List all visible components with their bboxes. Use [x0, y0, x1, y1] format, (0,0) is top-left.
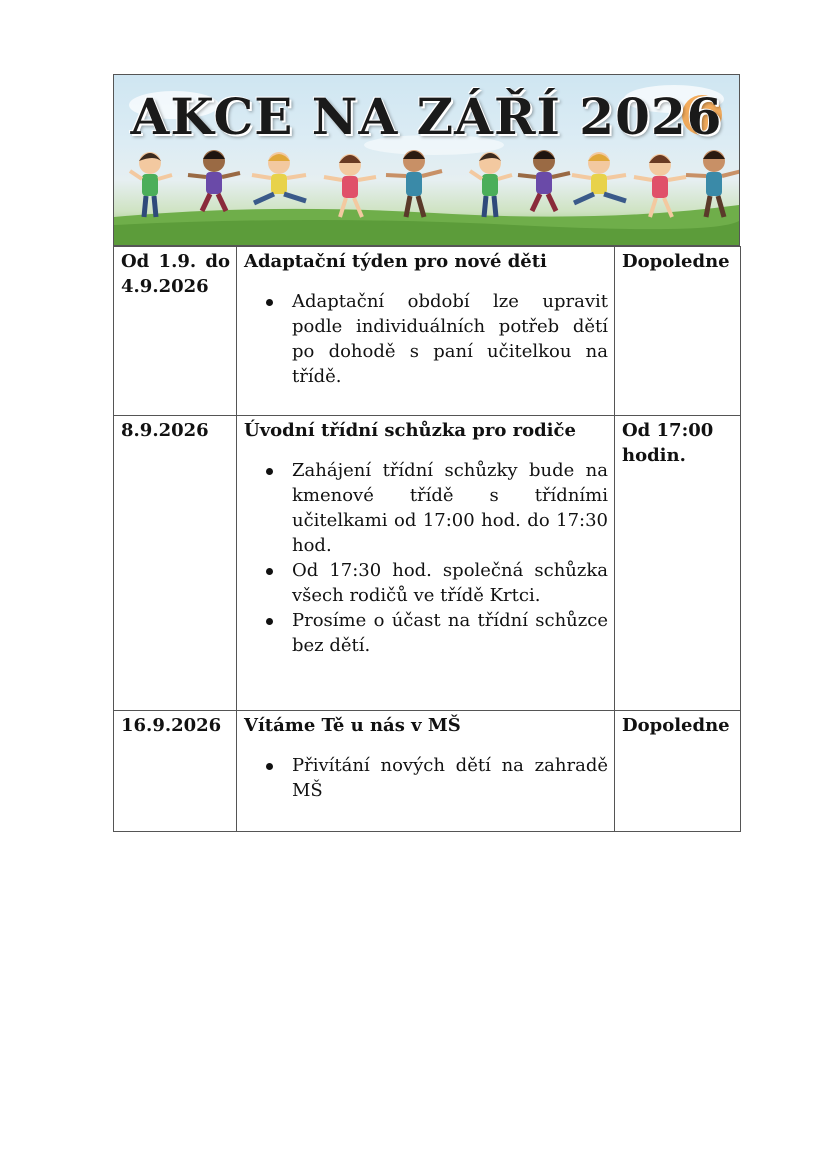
event-bullets: [244, 458, 608, 658]
event-row: [114, 247, 741, 416]
bullet-item: Zahájení třídní schůzky bude na kmenové třídě s třídními učitelkami od 17:00 hod. do 17:30 hod.: [292, 460, 608, 556]
event-description: [237, 247, 615, 416]
event-row: [114, 711, 741, 832]
event-title: Adaptační týden pro nové děti: [244, 251, 547, 272]
event-sheet: [113, 74, 740, 832]
event-bullets: [244, 753, 608, 803]
banner-title: AKCE NA ZÁŘÍ 2026: [130, 87, 723, 146]
events-table: [113, 246, 741, 832]
event-time: Od 17:00 hodin.: [615, 416, 741, 711]
event-time: Dopoledne: [615, 711, 741, 832]
event-bullets: [244, 289, 608, 389]
header-banner: [113, 74, 740, 246]
bullet-item: Od 17:30 hod. společná schůzka všech rodičů ve třídě Krtci.: [292, 560, 608, 606]
event-description: [237, 416, 615, 711]
event-date: 8.9.2026: [114, 416, 237, 711]
bullet-item: Prosíme o účast na třídní schůzce bez dětí.: [292, 610, 608, 656]
event-row: [114, 416, 741, 711]
event-date: 16.9.2026: [114, 711, 237, 832]
event-date: Od 1.9. do 4.9.2026: [114, 247, 237, 416]
bullet-item: Přivítání nových dětí na zahradě MŠ: [292, 755, 608, 801]
event-title: Vítáme Tě u nás v MŠ: [244, 715, 461, 736]
event-description: [237, 711, 615, 832]
bullet-item: Adaptační období lze upravit podle individuálních potřeb dětí po dohodě s paní učitelkou na třídě.: [292, 291, 608, 387]
event-time: Dopoledne: [615, 247, 741, 416]
event-title: Úvodní třídní schůzka pro rodiče: [244, 420, 576, 441]
